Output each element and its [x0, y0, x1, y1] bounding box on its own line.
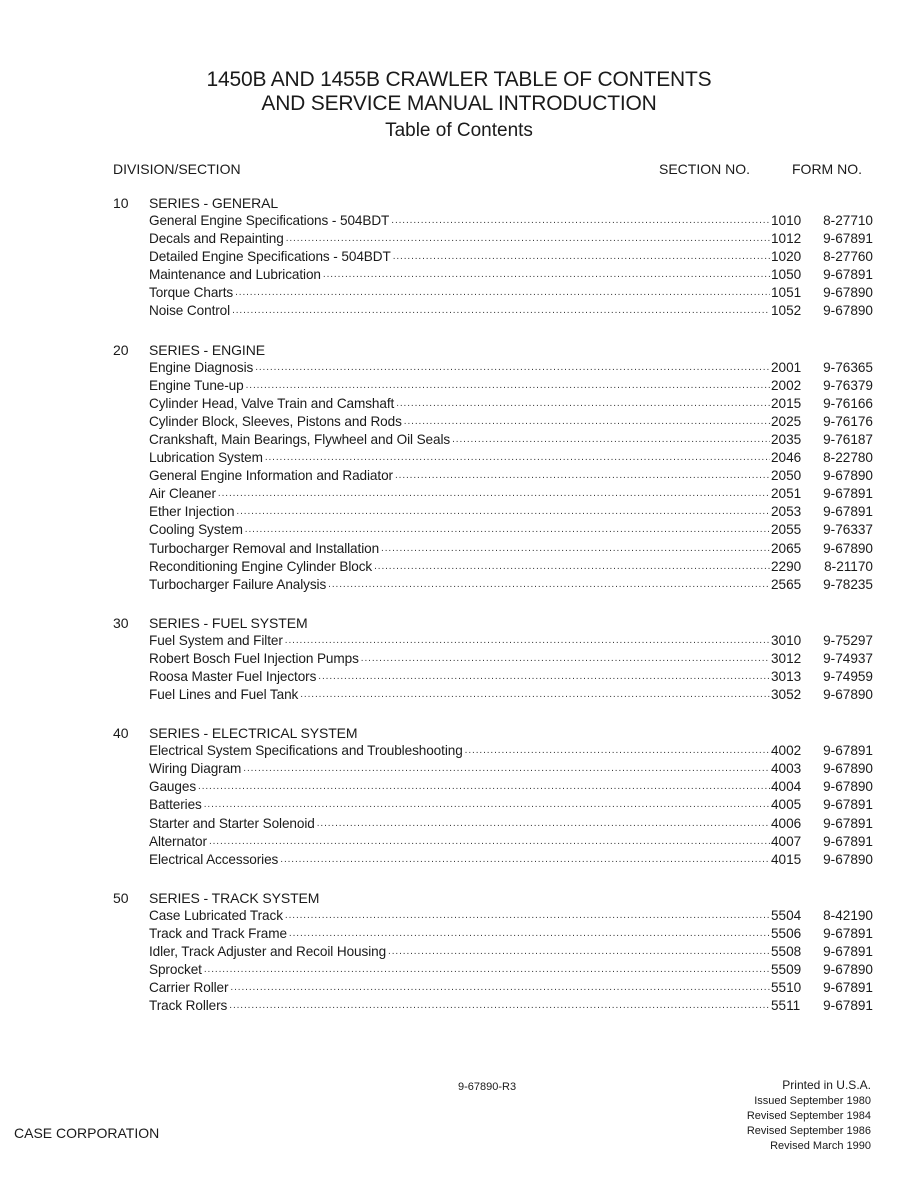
- division-title: SERIES - ENGINE: [149, 341, 265, 358]
- toc-entry[interactable]: [113, 576, 873, 594]
- entry-title: Fuel System and Filter: [149, 632, 283, 648]
- toc-entry[interactable]: [113, 248, 873, 266]
- dot-leader: [361, 650, 770, 668]
- entry-form-number: 9-67890: [823, 779, 873, 795]
- toc-entry[interactable]: [113, 503, 873, 521]
- entry-section-number: 2025: [771, 413, 802, 429]
- entry-section-number: 3052: [771, 687, 802, 703]
- toc-entry[interactable]: [113, 979, 873, 997]
- dot-leader: [323, 266, 770, 284]
- toc-entry[interactable]: [113, 266, 873, 284]
- entry-form-number: 9-74937: [823, 650, 873, 666]
- toc-entry[interactable]: [113, 742, 873, 760]
- dot-leader: [285, 907, 770, 925]
- entry-title: Sprocket: [149, 962, 202, 978]
- entry-form-number: 9-67891: [823, 944, 873, 959]
- entry-section-number: 1051: [771, 285, 802, 301]
- division-number: 20: [113, 341, 129, 358]
- entry-title: Electrical Accessories: [149, 851, 279, 867]
- entry-title: Alternator: [149, 833, 207, 849]
- entry-title: Gauges: [149, 779, 197, 795]
- division-group: [113, 724, 873, 869]
- entry-title: Idler, Track Adjuster and Recoil Housing: [149, 944, 387, 959]
- dot-leader: [318, 668, 770, 686]
- toc-entry[interactable]: [113, 760, 873, 778]
- entry-form-number: 9-74959: [823, 668, 873, 684]
- entry-title: Case Lubricated Track: [149, 907, 283, 923]
- dot-leader: [218, 485, 770, 503]
- entry-form-number: 9-67890: [823, 303, 873, 319]
- toc-entry[interactable]: [113, 925, 873, 943]
- entry-section-number: 5509: [771, 962, 802, 978]
- toc-entry[interactable]: [113, 359, 873, 377]
- toc-entry[interactable]: [113, 413, 873, 431]
- dot-leader: [388, 943, 770, 961]
- dot-leader: [204, 961, 770, 979]
- entry-section-number: 4015: [771, 851, 802, 867]
- dot-leader: [289, 925, 770, 943]
- printed-in: Printed in U.S.A.: [782, 1078, 871, 1092]
- document-subtitle: Table of Contents: [385, 120, 533, 141]
- entry-form-number: 8-22780: [823, 450, 873, 466]
- dot-leader: [229, 997, 770, 1015]
- dot-leader: [232, 302, 770, 320]
- toc-entry[interactable]: [113, 632, 873, 650]
- company-name: CASE CORPORATION: [14, 1125, 160, 1141]
- entry-section-number: 3012: [771, 650, 802, 666]
- toc-entry[interactable]: [113, 230, 873, 248]
- entry-section-number: 2565: [771, 576, 802, 592]
- entry-title: Wiring Diagram: [149, 761, 242, 777]
- entry-form-number: 9-67890: [823, 761, 873, 777]
- division-title: SERIES - GENERAL: [149, 195, 279, 211]
- entry-title: Track and Track Frame: [149, 925, 287, 941]
- entry-form-number: 9-67890: [823, 285, 873, 301]
- entry-title: Decals and Repainting: [149, 231, 284, 247]
- dot-leader: [243, 760, 770, 778]
- entry-section-number: 4006: [771, 815, 802, 831]
- division-title: SERIES - FUEL SYSTEM: [149, 614, 308, 631]
- toc-entry[interactable]: [113, 851, 873, 869]
- toc-entry[interactable]: [113, 395, 873, 413]
- dot-leader: [204, 796, 770, 814]
- entry-form-number: 9-67890: [823, 687, 873, 703]
- entry-title: Turbocharger Removal and Installation: [149, 540, 380, 556]
- entry-title: Starter and Starter Solenoid: [149, 815, 315, 831]
- dot-leader: [395, 467, 770, 485]
- entry-section-number: 5511: [771, 998, 801, 1014]
- dot-leader: [404, 413, 770, 431]
- entry-title: Crankshaft, Main Bearings, Flywheel and Oil Seals: [149, 431, 451, 447]
- toc-entry[interactable]: [113, 668, 873, 686]
- entry-form-number: 9-67890: [823, 468, 873, 484]
- division-heading: [113, 724, 873, 742]
- dot-leader: [286, 230, 770, 248]
- dot-leader: [245, 521, 770, 539]
- entry-title: Engine Diagnosis: [149, 359, 254, 375]
- toc-entry[interactable]: [113, 815, 873, 833]
- entry-title: Cylinder Block, Sleeves, Pistons and Rods: [149, 413, 402, 429]
- entry-title: General Engine Specifications - 504BDT: [149, 213, 390, 228]
- dot-leader: [300, 686, 770, 704]
- division-number: 10: [113, 195, 129, 211]
- toc-entry[interactable]: [113, 540, 873, 558]
- column-header-form-no: FORM NO.: [792, 161, 862, 177]
- entry-form-number: 9-76365: [823, 359, 873, 375]
- toc-entry[interactable]: [113, 686, 873, 704]
- entry-form-number: 9-67891: [823, 504, 873, 520]
- entry-section-number: 1050: [771, 267, 802, 283]
- dot-leader: [265, 449, 770, 467]
- document-title-line-2: AND SERVICE MANUAL INTRODUCTION: [261, 92, 657, 115]
- entry-section-number: 2002: [771, 377, 802, 393]
- division-heading: [113, 194, 873, 212]
- dot-leader: [230, 979, 770, 997]
- entry-title: Air Cleaner: [149, 486, 216, 502]
- entry-form-number: 9-76337: [823, 522, 873, 538]
- entry-section-number: 2050: [771, 468, 802, 484]
- entry-title: General Engine Information and Radiator: [149, 468, 393, 484]
- dot-leader: [396, 395, 770, 413]
- dot-leader: [255, 359, 770, 377]
- entry-form-number: 9-67890: [823, 540, 873, 556]
- dot-leader: [285, 632, 770, 650]
- division-title: SERIES - ELECTRICAL SYSTEM: [149, 725, 358, 742]
- entry-title: Noise Control: [149, 303, 231, 319]
- division-group: [113, 341, 873, 594]
- entry-section-number: 1010: [771, 213, 802, 228]
- dot-leader: [236, 503, 770, 521]
- entry-section-number: 3010: [771, 632, 802, 648]
- division-number: 50: [113, 889, 129, 906]
- entry-title: Torque Charts: [149, 285, 234, 301]
- toc-entry[interactable]: [113, 961, 873, 979]
- entry-form-number: 9-67891: [823, 267, 873, 283]
- entry-form-number: 8-27710: [823, 213, 873, 228]
- toc-entry[interactable]: [113, 377, 873, 395]
- entry-section-number: 1052: [771, 303, 802, 319]
- column-header-section-no: SECTION NO.: [659, 161, 751, 177]
- entry-title: Track Rollers: [149, 998, 228, 1014]
- revision-line: Revised September 1984: [746, 1110, 871, 1122]
- entry-title: Fuel Lines and Fuel Tank: [149, 687, 299, 703]
- entry-form-number: 9-67890: [823, 962, 873, 978]
- entry-section-number: 4005: [771, 797, 802, 813]
- division-number: 40: [113, 725, 129, 742]
- dot-leader: [198, 778, 770, 796]
- entry-title: Carrier Roller: [149, 980, 229, 996]
- entry-title: Reconditioning Engine Cylinder Block: [149, 558, 373, 574]
- dot-leader: [235, 284, 770, 302]
- toc-entry[interactable]: [113, 431, 873, 449]
- entry-section-number: 1020: [771, 249, 802, 265]
- entry-title: Ether Injection: [149, 504, 235, 520]
- entry-form-number: 9-67891: [823, 998, 873, 1014]
- entry-form-number: 9-67891: [823, 815, 873, 831]
- entry-title: Batteries: [149, 797, 202, 813]
- entry-section-number: 2015: [771, 395, 802, 411]
- toc-entry[interactable]: [113, 302, 873, 320]
- toc-entry[interactable]: [113, 485, 873, 503]
- division-heading: [113, 614, 873, 632]
- dot-leader: [374, 558, 770, 576]
- entry-section-number: 3013: [771, 668, 802, 684]
- dot-leader: [381, 540, 770, 558]
- toc-entry[interactable]: [113, 212, 873, 230]
- entry-form-number: 9-67891: [823, 980, 873, 996]
- entry-section-number: 5508: [771, 944, 802, 959]
- entry-section-number: 2001: [771, 359, 802, 375]
- entry-section-number: 2053: [771, 504, 802, 520]
- entry-form-number: 9-67890: [823, 851, 873, 867]
- entry-title: Roosa Master Fuel Injectors: [149, 668, 317, 684]
- division-heading: [113, 341, 873, 359]
- dot-leader: [328, 576, 770, 594]
- division-entries: [113, 212, 873, 321]
- division-group: [113, 889, 873, 1016]
- entry-title: Lubrication System: [149, 450, 263, 466]
- toc-entry[interactable]: [113, 833, 873, 851]
- division-entries: [113, 359, 873, 594]
- entry-title: Turbocharger Failure Analysis: [149, 576, 327, 592]
- toc-entry[interactable]: [113, 778, 873, 796]
- dot-leader: [317, 815, 770, 833]
- entry-title: Engine Tune-up: [149, 377, 244, 393]
- division-number: 30: [113, 614, 129, 631]
- toc-entry[interactable]: [113, 650, 873, 668]
- table-of-contents: [113, 194, 873, 1035]
- entry-title: Robert Bosch Fuel Injection Pumps: [149, 650, 359, 666]
- toc-entry[interactable]: [113, 284, 873, 302]
- dot-leader: [465, 742, 770, 760]
- entry-form-number: 9-67891: [823, 833, 873, 849]
- entry-section-number: 2065: [771, 540, 802, 556]
- dot-leader: [209, 833, 770, 851]
- entry-section-number: 4007: [771, 833, 802, 849]
- entry-section-number: 2035: [771, 431, 802, 447]
- division-entries: [113, 632, 873, 704]
- entry-title: Electrical System Specifications and Troubleshooting: [149, 743, 463, 759]
- entry-section-number: 2051: [771, 486, 802, 502]
- entry-form-number: 9-67891: [823, 231, 873, 247]
- entry-title: Detailed Engine Specifications - 504BDT: [149, 249, 391, 265]
- entry-form-number: 8-21170: [824, 558, 873, 574]
- entry-section-number: 2046: [771, 450, 802, 466]
- entry-form-number: 9-67891: [823, 925, 873, 941]
- entry-form-number: 9-76166: [823, 395, 873, 411]
- entry-title: Cylinder Head, Valve Train and Camshaft: [149, 395, 395, 411]
- column-header-division: DIVISION/SECTION: [113, 161, 241, 177]
- toc-entry[interactable]: [113, 907, 873, 925]
- toc-entry[interactable]: [113, 796, 873, 814]
- division-title: SERIES - TRACK SYSTEM: [149, 889, 320, 906]
- entry-section-number: 2055: [771, 522, 802, 538]
- entry-form-number: 9-76187: [823, 431, 873, 447]
- entry-section-number: 4003: [771, 761, 802, 777]
- division-group: [113, 194, 873, 321]
- entry-section-number: 5504: [771, 907, 802, 923]
- toc-entry[interactable]: [113, 558, 873, 576]
- division-group: [113, 614, 873, 704]
- dot-leader: [280, 851, 770, 869]
- toc-entry[interactable]: [113, 997, 873, 1015]
- revision-line: Revised March 1990: [770, 1140, 871, 1152]
- entry-form-number: 9-76379: [823, 377, 873, 393]
- entry-section-number: 1012: [771, 231, 802, 247]
- toc-entry[interactable]: [113, 521, 873, 539]
- entry-title: Cooling System: [149, 522, 243, 538]
- entry-section-number: 5510: [771, 980, 802, 996]
- entry-title: Maintenance and Lubrication: [149, 267, 321, 283]
- entry-section-number: 2290: [771, 558, 802, 574]
- dot-leader: [393, 248, 770, 266]
- dot-leader: [391, 212, 770, 230]
- entry-form-number: 9-78235: [823, 576, 873, 592]
- entry-section-number: 5506: [771, 925, 802, 941]
- document-title-line-1: 1450B AND 1455B CRAWLER TABLE OF CONTENTS: [206, 68, 712, 91]
- entry-section-number: 4004: [771, 779, 802, 795]
- toc-entry[interactable]: [113, 467, 873, 485]
- revision-line: Issued September 1980: [754, 1095, 871, 1107]
- form-code: 9-67890-R3: [458, 1081, 517, 1093]
- entry-section-number: 4002: [771, 743, 802, 759]
- revision-line: Revised September 1986: [746, 1125, 871, 1137]
- dot-leader: [246, 377, 770, 395]
- entry-form-number: 8-42190: [823, 907, 873, 923]
- entry-form-number: 9-67891: [823, 797, 873, 813]
- division-heading: [113, 889, 873, 907]
- entry-form-number: 9-75297: [823, 632, 873, 648]
- entry-form-number: 9-67891: [823, 743, 873, 759]
- entry-form-number: 9-76176: [823, 413, 873, 429]
- entry-form-number: 8-27760: [823, 249, 873, 265]
- division-entries: [113, 742, 873, 869]
- entry-form-number: 9-67891: [823, 486, 873, 502]
- toc-entry[interactable]: [113, 943, 873, 961]
- dot-leader: [452, 431, 770, 449]
- toc-entry[interactable]: [113, 449, 873, 467]
- division-entries: [113, 907, 873, 1016]
- print-history: [747, 1078, 871, 1154]
